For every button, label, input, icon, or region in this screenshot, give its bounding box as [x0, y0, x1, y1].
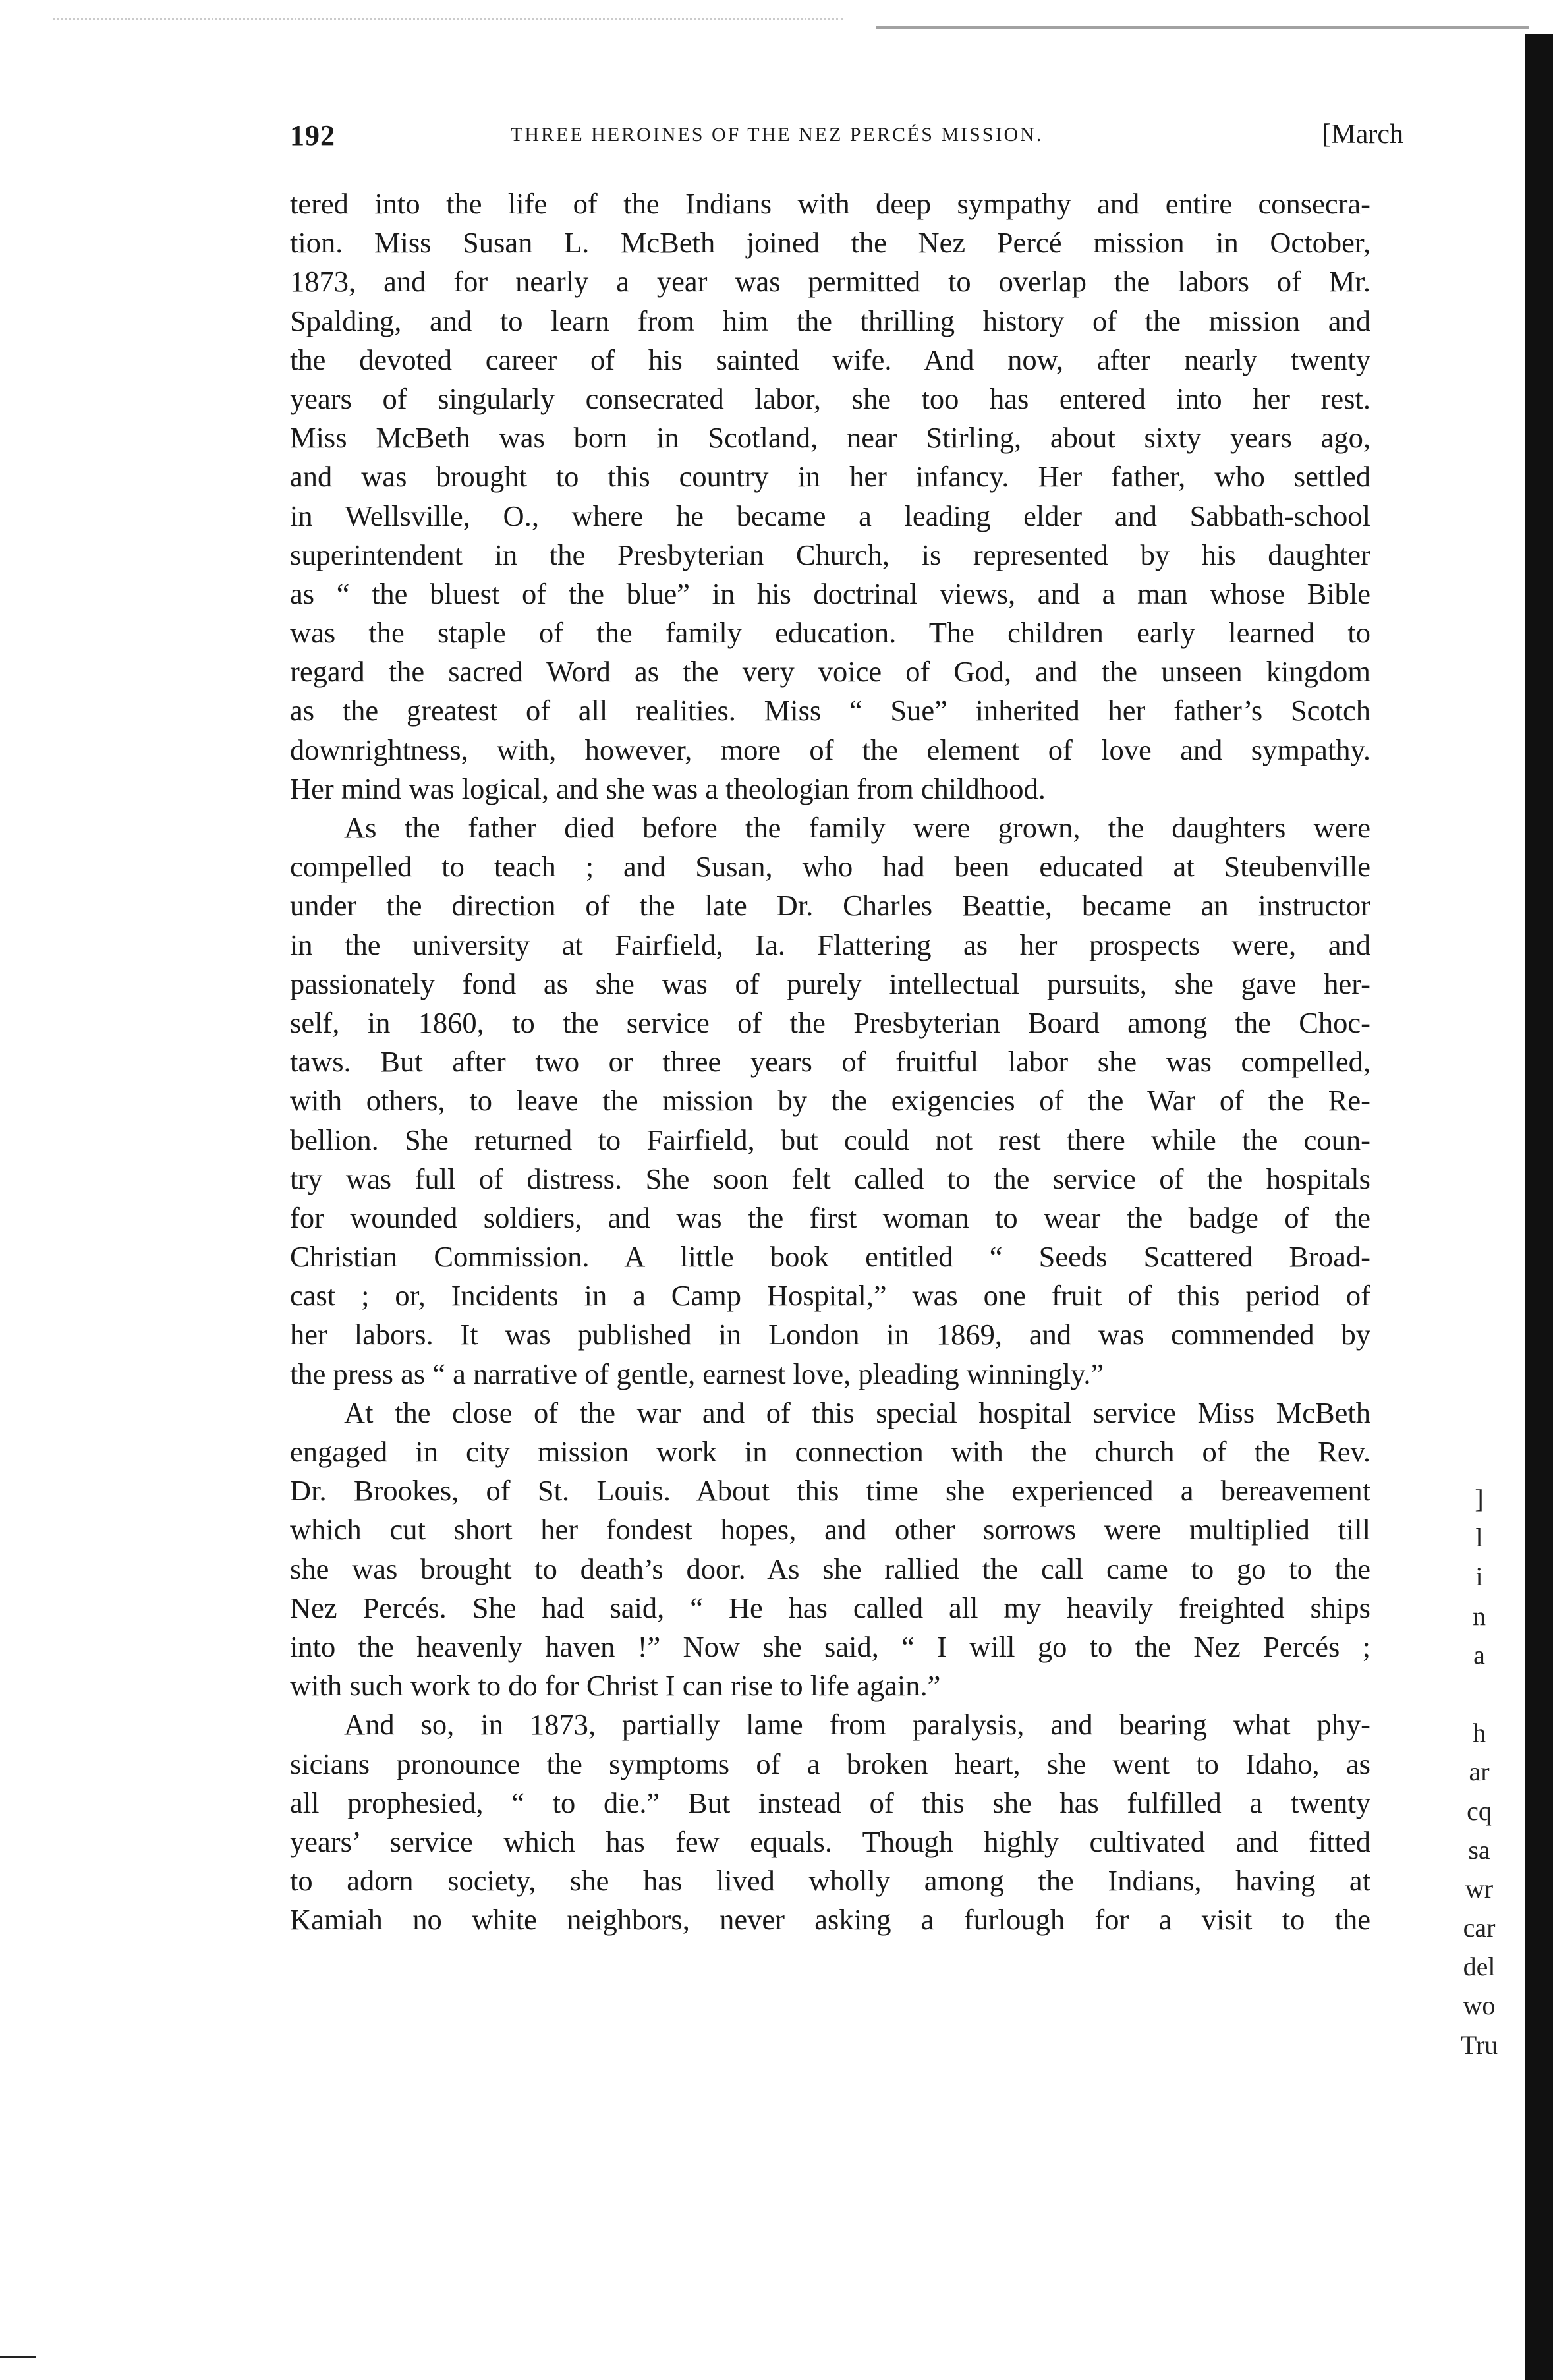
text-line: superintendent in the Presbyterian Church, is represented by his daughter: [290, 538, 1370, 571]
body-text: [290, 184, 1370, 1939]
page-number: 192: [290, 119, 335, 152]
margin-fragment: del: [1463, 1952, 1496, 1982]
text-line: under the direction of the late Dr. Charles Beattie, became an instructor: [290, 889, 1370, 922]
text-line: passionately fond as she was of purely intellectual pursuits, she gave her-: [290, 967, 1370, 1000]
text-line: Spalding, and to learn from him the thrilling history of the mission and: [290, 304, 1370, 337]
text-line: compelled to teach ; and Susan, who had been educated at Steubenville: [290, 850, 1370, 884]
text-line: with such work to do for Christ I can rise to life again.”: [290, 1669, 941, 1703]
margin-fragment: h: [1473, 1718, 1486, 1748]
text-line: Her mind was logical, and she was a theologian from childhood.: [290, 772, 1046, 805]
margin-fragment: i: [1475, 1562, 1483, 1592]
text-line: as “ the bluest of the blue” in his doctrinal views, and a man whose Bible: [290, 577, 1370, 610]
text-line: into the heavenly haven !” Now she said, “ I will go to the Nez Percés ;: [290, 1629, 1370, 1663]
text-line: years of singularly consecrated labor, she too has entered into her rest.: [290, 382, 1370, 415]
margin-fragment: ]: [1475, 1484, 1484, 1514]
text-line: 1873, and for nearly a year was permitted to overlap the labors of Mr.: [290, 265, 1370, 298]
text-line: Christian Commission. A little book entitled “ Seeds Scattered Broad-: [290, 1240, 1370, 1274]
margin-fragment: l: [1475, 1523, 1483, 1553]
text-line: self, in 1860, to the service of the Presbyterian Board among the Choc-: [290, 1006, 1370, 1039]
margin-fragment: ar: [1469, 1757, 1490, 1787]
text-line: and was brought to this country in her infancy. Her father, who settled: [290, 460, 1370, 494]
next-page-bleed-through: [1443, 1479, 1515, 2064]
text-line: in Wellsville, O., where he became a leading elder and Sabbath-school: [290, 499, 1370, 532]
text-line: Dr. Brookes, of St. Louis. About this time she experienced a bereavement: [290, 1474, 1370, 1508]
margin-fragment: [1443, 1674, 1515, 1713]
text-line: as the greatest of all realities. Miss “ Sue” inherited her father’s Scotch: [290, 694, 1370, 727]
text-line: she was brought to death’s door. As she rallied the call came to go to the: [290, 1552, 1370, 1585]
text-line: was the staple of the family education. The children early learned to: [290, 616, 1370, 650]
text-line: At the close of the war and of this special hospital service Miss McBeth: [344, 1396, 1370, 1429]
text-line: sicians pronounce the symptoms of a broken heart, she went to Idaho, as: [290, 1747, 1370, 1780]
text-line: try was full of distress. She soon felt called to the service of the hospitals: [290, 1162, 1370, 1195]
text-line: which cut short her fondest hopes, and other sorrows were multiplied till: [290, 1513, 1370, 1546]
margin-fragment: wr: [1465, 1873, 1494, 1904]
text-line: the press as “ a narrative of gentle, earnest love, pleading winningly.”: [290, 1357, 1104, 1390]
text-line: years’ service which has few equals. Though highly cultivated and fitted: [290, 1825, 1370, 1858]
text-line: to adorn society, she has lived wholly among the Indians, having at: [290, 1864, 1370, 1898]
text-line: all prophesied, “ to die.” But instead of this she has fulfilled a twenty: [290, 1786, 1370, 1819]
text-line: engaged in city mission work in connection with the church of the Rev.: [290, 1435, 1370, 1468]
text-line: cast ; or, Incidents in a Camp Hospital,” was one fruit of this period of: [290, 1279, 1370, 1313]
text-line: tion. Miss Susan L. McBeth joined the Nez Percé mission in October,: [290, 226, 1370, 260]
margin-fragment: wo: [1463, 1991, 1496, 2021]
scan-binding-edge: [1525, 34, 1553, 2380]
margin-fragment: car: [1463, 1913, 1496, 1943]
running-title: THREE HEROINES OF THE NEZ PERCÉS MISSION.: [511, 124, 1044, 146]
text-line: bellion. She returned to Fairfield, but could not rest there while the coun-: [290, 1123, 1370, 1156]
margin-fragment: cq: [1467, 1796, 1492, 1826]
scan-top-dots: [53, 18, 843, 22]
text-line: for wounded soldiers, and was the first woman to wear the badge of the: [290, 1201, 1370, 1234]
page-header: [290, 119, 1403, 165]
text-line: with others, to leave the mission by the exigencies of the War of the Re-: [290, 1084, 1370, 1118]
margin-fragment: n: [1473, 1601, 1486, 1631]
text-line: regard the sacred Word as the very voice of God, and the unseen kingdom: [290, 655, 1370, 689]
text-line: the devoted career of his sainted wife. And now, after nearly twenty: [290, 343, 1370, 376]
text-line: downrightness, with, however, more of the element of love and sympathy.: [290, 733, 1370, 766]
running-date: [March: [1322, 119, 1403, 150]
scan-left-tick: [0, 2356, 36, 2358]
text-line: tered into the life of the Indians with deep sympathy and entire consecra-: [290, 187, 1370, 220]
text-line: And so, in 1873, partially lame from paralysis, and bearing what phy-: [344, 1708, 1370, 1742]
text-line: in the university at Fairfield, Ia. Flattering as her prospects were, and: [290, 928, 1370, 961]
text-line: As the father died before the family were grown, the daughters were: [344, 811, 1370, 844]
margin-fragment: Tru: [1460, 2029, 1498, 2060]
text-line: her labors. It was published in London in 1869, and was commended by: [290, 1318, 1370, 1351]
margin-fragment: a: [1473, 1639, 1485, 1670]
scan-top-rule: [876, 26, 1529, 29]
text-line: taws. But after two or three years of fruitful labor she was compelled,: [290, 1045, 1370, 1079]
margin-fragment: sa: [1468, 1834, 1490, 1865]
text-line: Kamiah no white neighbors, never asking a furlough for a visit to the: [290, 1903, 1370, 1937]
text-line: Miss McBeth was born in Scotland, near Stirling, about sixty years ago,: [290, 421, 1370, 455]
text-line: Nez Percés. She had said, “ He has called all my heavily freighted ships: [290, 1591, 1370, 1624]
